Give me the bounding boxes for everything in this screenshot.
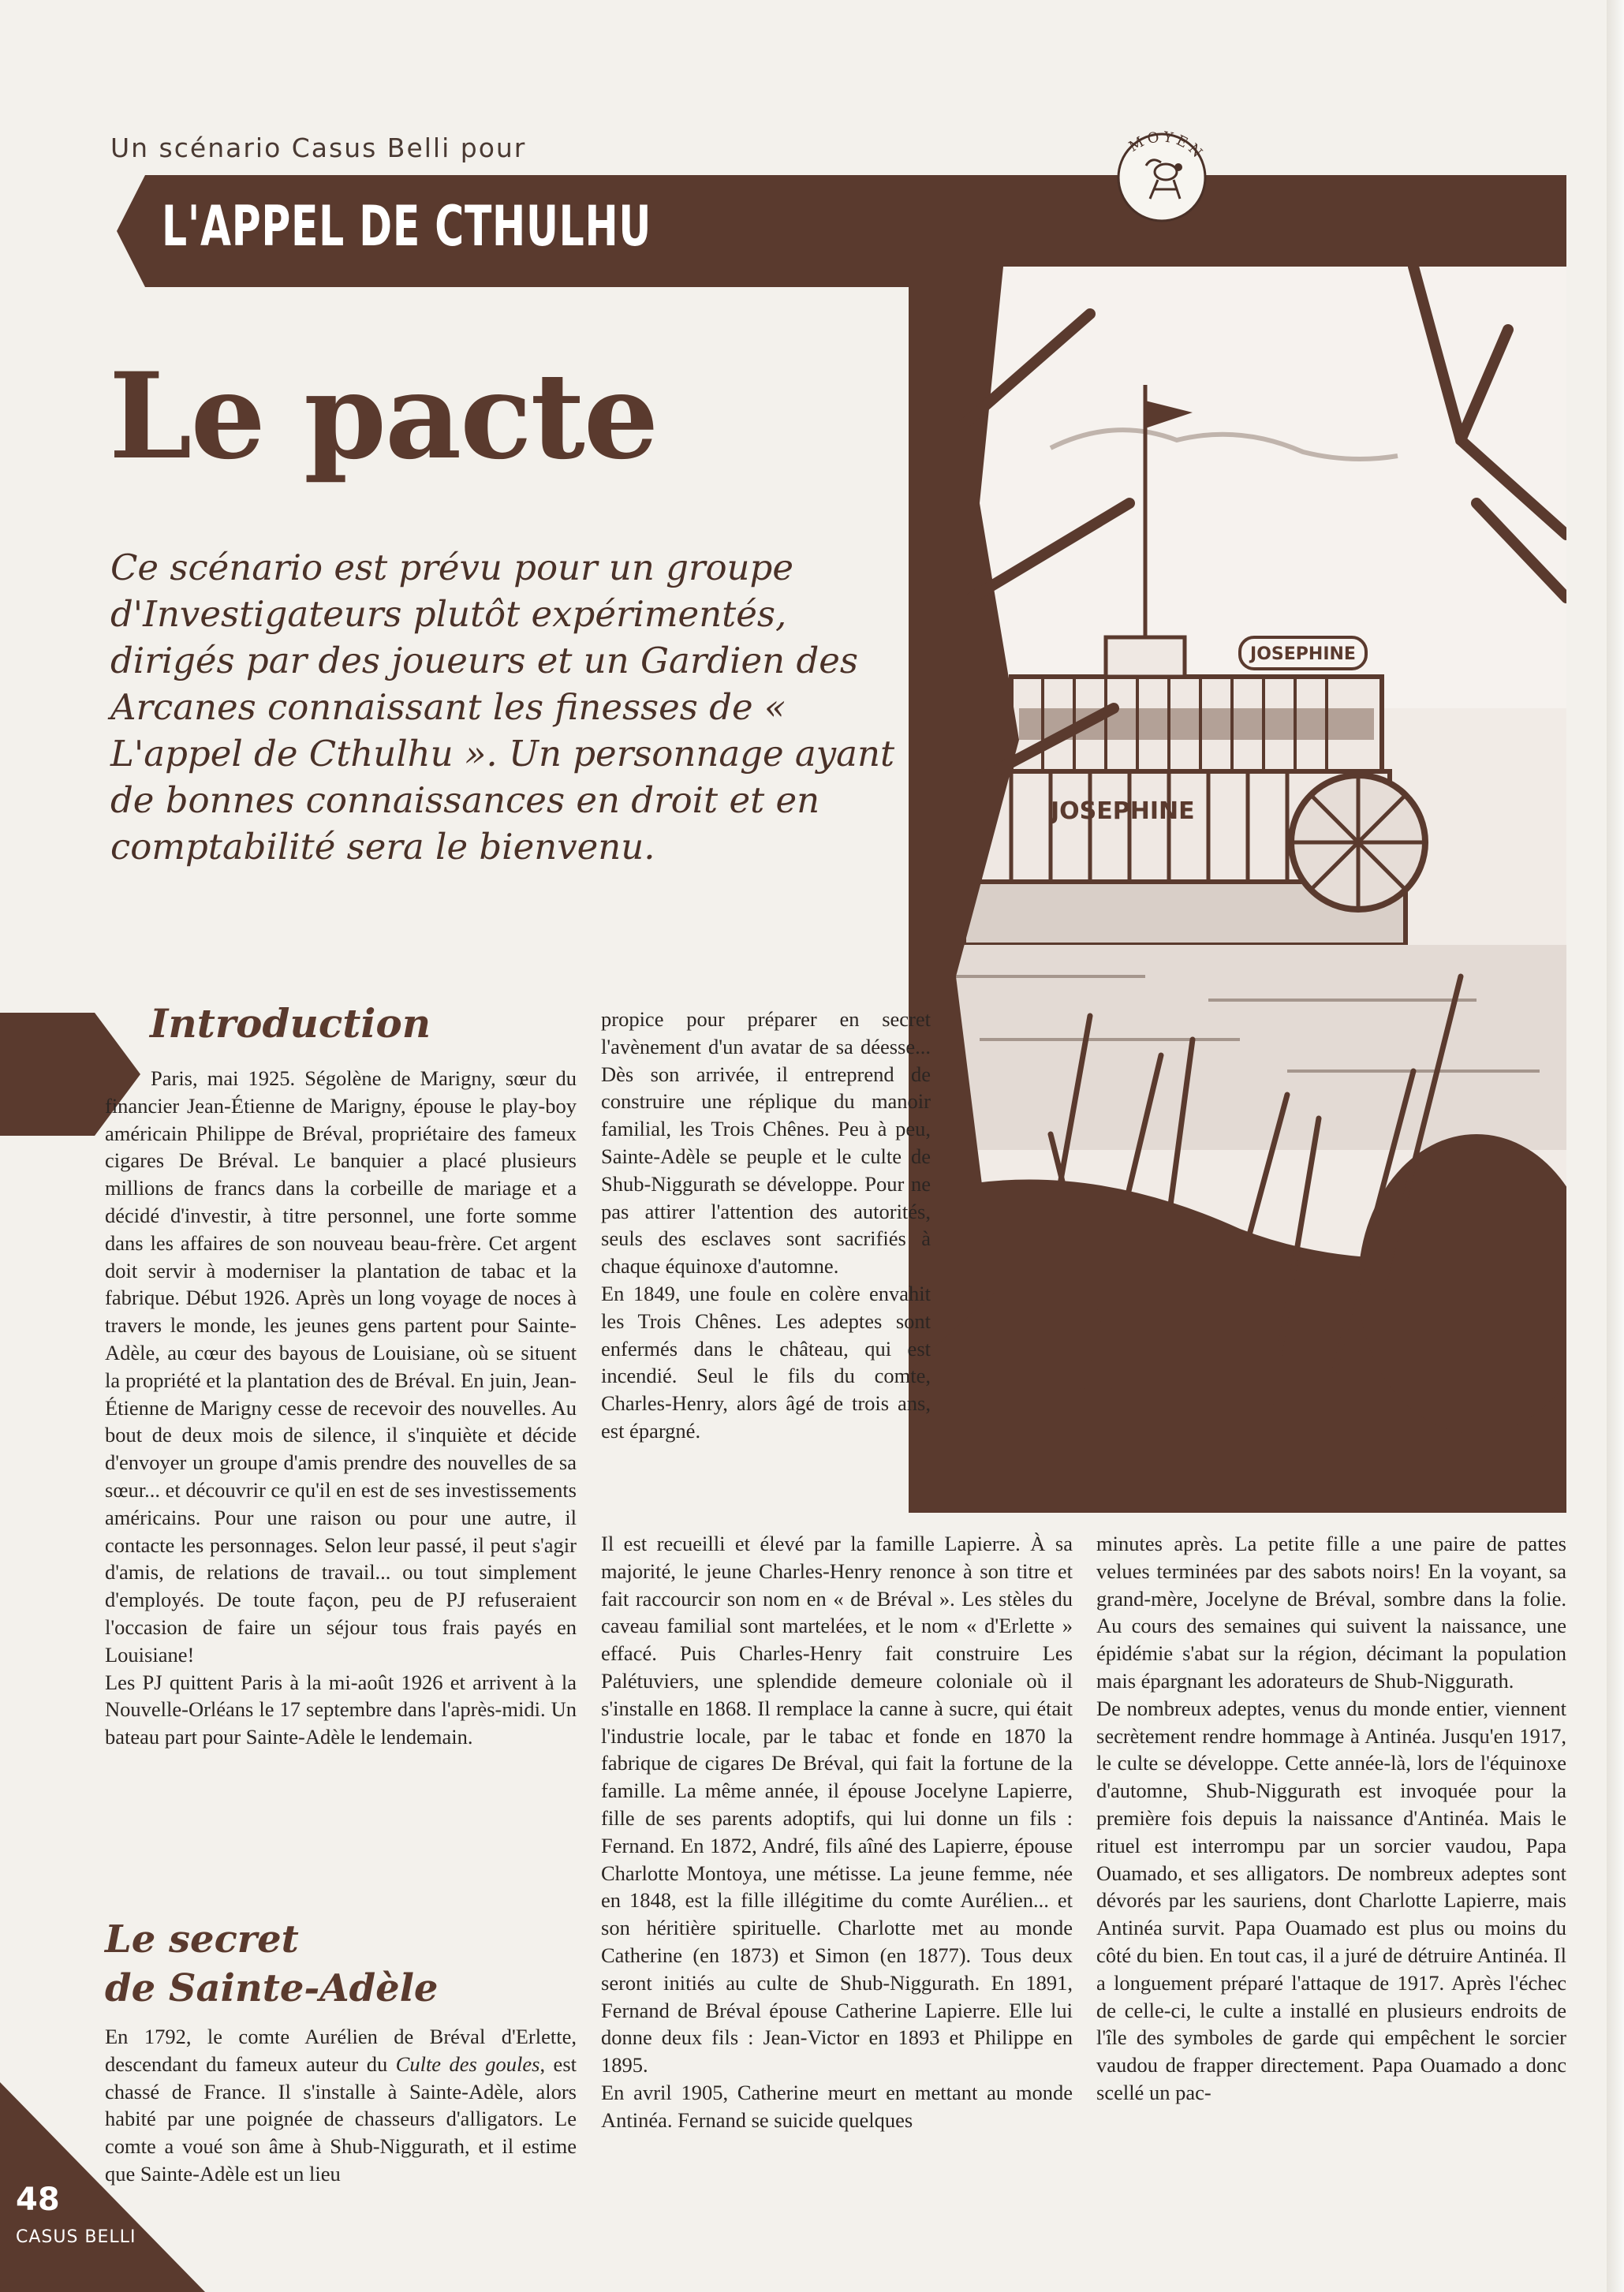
col3-paragraph-1: minutes après. La petite fille a une paire de pattes velues terminées par des sabots noirs! En la voyant, sa grand-mère, Jocelyne de Bréval, sombre dans la folie. Au cours des semaines qui suivent la naissance, une épidémie s'abat sur la région, décimant la population mais épargnant les adorateurs de Shub-Niggurath. (1096, 1532, 1566, 1693)
col2b-paragraph-2: En avril 1905, Catherine meurt en mettant au monde Antinéa. Fernand se suicide quelques (601, 2080, 1073, 2132)
difficulty-badge-icon (1103, 110, 1221, 229)
middle-column-top (601, 1006, 931, 1445)
secret-heading-line-2: de Sainte-Adèle (105, 1966, 439, 2010)
secret-heading (105, 1915, 578, 2013)
magazine-name: CASUS BELLI (16, 2227, 136, 2247)
game-title: L'APPEL DE CTHULHU (162, 194, 651, 259)
scenario-kicker: Un scénario Casus Belli pour (110, 133, 527, 163)
col2b-paragraph-1: Il est recueilli et élevé par la famille Lapierre. À sa majorité, le jeune Charles-Henry renonce à son titre et fait raccourcir son nom en « de Bréval ». Les stèles du caveau familial sont martelées, et le nom « d'Erlette » effacé. Puis Charles-Henry fait construire Les Palétuviers, une splendide demeure coloniale où il s'installe en 1868. Il remplace la canne à sucre, qui était l'industrie locale, par le tabac et fonde en 1870 la fabrique de cigares De Bréval, qui fait la fortune de la famille. La même année, il épouse Jocelyne Lapierre, fille de ses parents adoptifs, qui lui donne un fils : Fernand. En 1872, André, fils aîné des Lapierre, épouse Charlotte Montoya, une métisse. La jeune femme, née en 1848, est la fille illégitime du comte Aurélien... et son héritière spirituelle. Charlotte met au monde Catherine (en 1873) et Simon (en 1877). Tous deux seront initiés au culte de Shub-Niggurath. En 1891, Fernand de Bréval épouse Catherine Lapierre. Elle lui donne deux fils : Jean-Victor en 1893 et Philippe en 1895. (601, 1532, 1073, 2077)
article-lede: Ce scénario est prévu pour un groupe d'Investigateurs plutôt expérimentés, dirigés par des joueurs et un Gardien des Arcanes connaissant les finesses de « L'appel de Cthulhu ». Un personnage ayant de bonnes connaissances en droit et en comptabilité sera le bienvenu. (110, 547, 895, 868)
difficulty-label: MOYEN (1126, 129, 1208, 164)
introduction-column (105, 1065, 577, 1751)
secret-p1-part-b: , est chassé de France. Il s'installe à Sainte-Adèle, alors habité par une poignée de chasseurs d'alligators. Le comte a voué son âme à Shub-Niggurath, et il estime que Sainte-Adèle est un lieu (105, 2051, 577, 2186)
article-title: Le pacte (109, 347, 658, 486)
page-binding-edge (1607, 0, 1624, 2292)
hull-name: JOSEPHINE (1051, 797, 1195, 825)
secret-heading-line-1: Le secret (105, 1917, 299, 1962)
introduction-heading: Introduction (150, 1000, 431, 1047)
steamboat-illustration (909, 267, 1566, 1513)
intro-paragraph-2: Les PJ quittent Paris à la mi-août 1926 et arrivent à la Nouvelle-Orléans le 17 septembre dans l'après-midi. Un bateau part pour Sainte-Adèle le lendemain. (105, 1670, 577, 1749)
right-column (1096, 1530, 1566, 2107)
intro-paragraph-1: Paris, mai 1925. Ségolène de Marigny, sœur du financier Jean-Étienne de Marigny, épouse le play-boy américain Philippe de Bréval, propriétaire des fameux cigares De Bréval. Le banquier a placé plusieurs millions de francs dans la corbeille de mariage et a décidé d'investir, à titre personnel, une forte somme dans les affaires de son nouveau beau-frère. Cet argent doit servir à moderniser la plantation de tabac et la fabrique. Début 1926. Après un long voyage de noces à travers le monde, les jeunes gens partent pour Sainte-Adèle, au cœur des bayous de Louisiane, où se situent la propriété et la plantation des de Bréval. En juin, Jean-Étienne de Marigny cesse de recevoir des nouvelles. Au bout de deux mois de silence, il s'inquiète et décide d'envoyer un groupe d'amis prendre des nouvelles de sa sœur... et découvrir ce qu'il en est de ses investissements américains. Pour une raison ou pour une autre, il contacte les personnages. Selon leur passé, il peut s'agir d'amis, de relations de travail... ou tout simplement d'employés. De toute façon, peu de PJ refuseraient l'occasion de faire un séjour tous frais payés en Louisiane! (105, 1066, 577, 1667)
book-title-italic: Culte des goules (395, 2051, 540, 2076)
page-number: 48 (16, 2182, 60, 2218)
secret-p1-part-a: En 1792, le comte Aurélien de Bréval d'Erlette, descendant du fameux auteur du (105, 2025, 577, 2076)
boat-name-board: JOSEPHINE (1250, 644, 1356, 664)
col2-paragraph-2: En 1849, une foule en colère envahit les Trois Chênes. Les adeptes sont enfermés dans le château, qui est incendié. Seul le fils du comte, Charles-Henry, alors âgé de trois ans, est épargné. (601, 1281, 931, 1443)
col3-paragraph-2: De nombreux adeptes, venus du monde entier, viennent secrètement rendre hommage à Antinéa. Jusqu'en 1917, le culte se développe. Cette année-là, lors de l'équinoxe d'automne, Shub-Niggurath est invoquée pour la première fois depuis la naissance d'Antinéa. Mais le rituel est interrompu par un sorcier vaudou, Papa Ouamado, et ses alligators. De nombreux adeptes sont dévorés par les sauriens, dont Charlotte Lapierre, mais Antinéa survit. Papa Ouamado est plus ou moins du côté du bien. En tout cas, il a juré de détruire Antinéa. Il a longuement préparé l'attaque de 1917. Après l'échec de celle-ci, le culte a installé en plusieurs endroits de l'île des symboles de garde qui empêchent le sorcier vaudou de frapper directement. Papa Ouamado a donc scellé un pac- (1096, 1696, 1566, 2104)
title-band-notch (117, 175, 145, 287)
middle-column-bottom (601, 1530, 1073, 2134)
col2-paragraph-1: propice pour préparer en secret l'avènement d'un avatar de sa déesse... Dès son arrivée, il entreprend de construire une réplique du manoir familial, les Trois Chênes. Peu à peu, Sainte-Adèle se peuple et le culte de Shub-Niggurath se développe. Pour ne pas attirer l'attention des autorités, seuls des esclaves sont sacrifiés à chaque équinoxe d'automne. (601, 1007, 931, 1279)
